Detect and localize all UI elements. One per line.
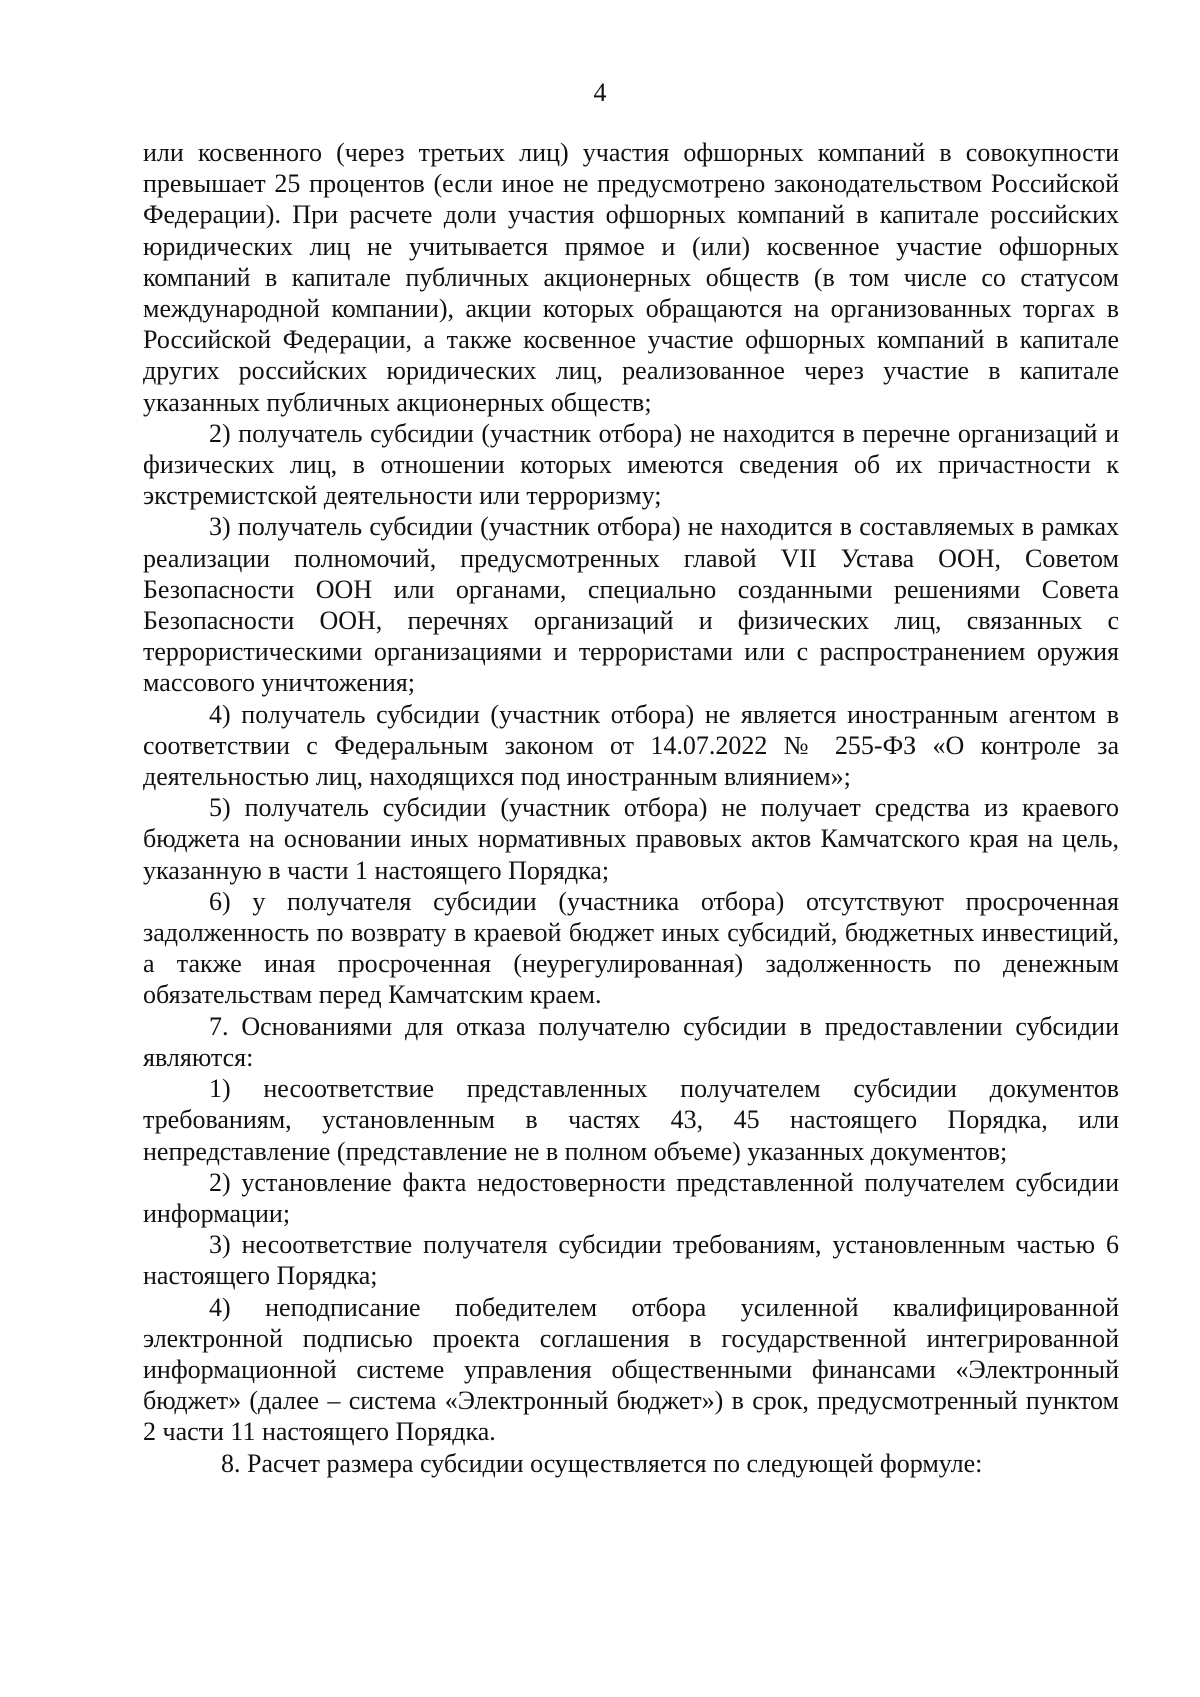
paragraph-refusal-item-4: 4) неподписание победителем отбора усиленной квалифицированной электронной подписью проекта соглашения в государственной интегрированной информационной системе управления общественными финансами «Электронный бюджет» (далее – система «Электронный бюджет») в срок, предусмотренный пунктом 2 части 11 настоящего Порядка.	[143, 1292, 1119, 1447]
paragraph-section-8-formula: 8. Расчет размера субсидии осуществляется по следующей формуле:	[221, 1448, 983, 1478]
paragraph-refusal-item-1: 1) несоответствие представленных получателем субсидии документов требованиям, установленным в частях 43, 45 настоящего Порядка, или непредставление (представление не в полном объеме) указанных документов;	[143, 1074, 1119, 1166]
paragraph-refusal-item-3: 3) несоответствие получателя субсидии требованиям, установленным частью 6 настоящего Порядка;	[143, 1230, 1119, 1291]
paragraph-section-7-refusal-grounds: 7. Основаниями для отказа получателю субсидии в предоставлении субсидии являются:	[143, 1011, 1119, 1072]
paragraph-offshore-participation: или косвенного (через третьих лиц) участия офшорных компаний в совокупности превышает 25 процентов (если иное не предусмотрено законодательством Российской Федерации). При расчете доли участия офшорных компаний в капитале российских юридических лиц не учитывается прямое и (или) косвенное участие офшорных компаний в капитале публичных акционерных обществ (в том числе со статусом международной компании), акции которых обращаются на организованных торгах в Российской Федерации, а также косвенное участие офшорных компаний в капитале других российских юридических лиц, реализованное через участие в капитале указанных публичных акционерных обществ;	[143, 138, 1119, 417]
page-number: 4	[593, 78, 607, 107]
paragraph-item-4-foreign-agent: 4) получатель субсидии (участник отбора) не является иностранным агентом в соответствии с Федеральным законом от 14.07.2022 № 255-ФЗ «О контроле за деятельностью лиц, находящихся под иностранным влиянием»;	[143, 699, 1119, 792]
paragraph-item-3-un-list: 3) получатель субсидии (участник отбора) не находится в составляемых в рамках реализации полномочий, предусмотренных главой VII Устава ООН, Советом Безопасности ООН или органами, специально созданными решениями Совета Безопасности ООН, перечнях организаций и физических лиц, связанных с террористическими организациями и террористами или с распространением оружия массового уничтожения;	[143, 512, 1119, 698]
paragraph-item-2-extremism-list: 2) получатель субсидии (участник отбора) не находится в перечне организаций и физических лиц, в отношении которых имеются сведения об их причастности к экстремистской деятельности или терроризму;	[143, 418, 1119, 511]
paragraph-item-5-budget-funds: 5) получатель субсидии (участник отбора) не получает средства из краевого бюджета на основании иных нормативных правовых актов Камчатского края на цель, указанную в части 1 настоящего Порядка;	[143, 793, 1119, 885]
paragraph-item-6-overdue-debt: 6) у получателя субсидии (участника отбора) отсутствуют просроченная задолженность по возврату в краевой бюджет иных субсидий, бюджетных инвестиций, а также иная просроченная (неурегулированная) задолженность по денежным обязательствам перед Камчатским краем.	[143, 886, 1119, 1010]
document-body	[143, 137, 1119, 1479]
paragraph-refusal-item-2: 2) установление факта недостоверности представленной получателем субсидии информации;	[143, 1167, 1119, 1228]
